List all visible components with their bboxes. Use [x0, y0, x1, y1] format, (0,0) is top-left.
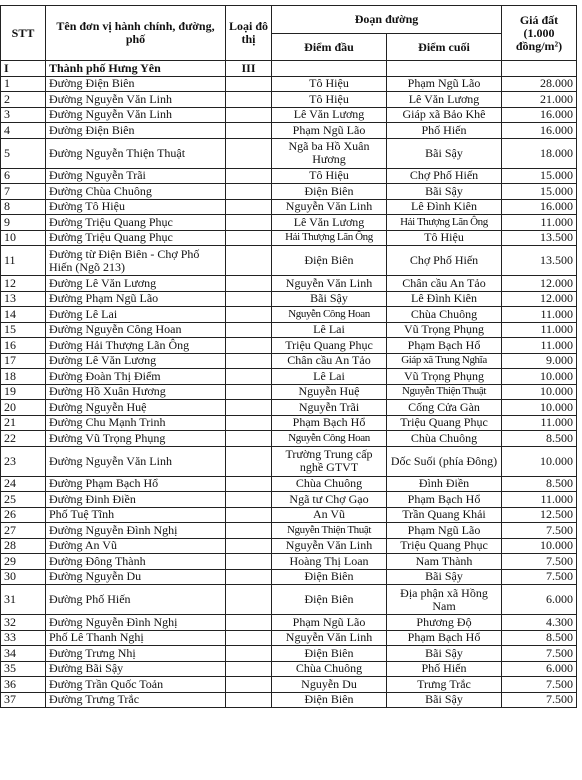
row-price: 10.000 [502, 369, 577, 385]
row-start: Tô Hiệu [272, 92, 387, 108]
row-name: Đường Nguyễn Trãi [46, 168, 226, 184]
row-price: 6.000 [502, 585, 577, 615]
row-end: Phố Hiến [387, 661, 502, 677]
row-stt: 37 [1, 692, 46, 708]
row-urban-type [226, 168, 272, 184]
row-name: Đường Trưng Trắc [46, 692, 226, 708]
row-price: 8.500 [502, 431, 577, 447]
row-urban-type [226, 692, 272, 708]
row-end: Lê Đình Kiên [387, 199, 502, 215]
row-price: 18.000 [502, 138, 577, 168]
row-price: 21.000 [502, 92, 577, 108]
row-end: Vũ Trọng Phụng [387, 369, 502, 385]
row-name: Đường Nguyễn Văn Linh [46, 107, 226, 123]
section-start [272, 61, 387, 77]
land-price-table [0, 5, 577, 708]
row-start: Bãi Sậy [272, 291, 387, 307]
section-name: Thành phố Hưng Yên [46, 61, 226, 77]
row-price: 13.500 [502, 246, 577, 276]
row-urban-type [226, 415, 272, 431]
row-price: 15.000 [502, 184, 577, 200]
row-urban-type [226, 646, 272, 662]
row-stt: 7 [1, 184, 46, 200]
row-stt: 18 [1, 369, 46, 385]
header-start: Điểm đầu [272, 34, 387, 61]
row-stt: 36 [1, 677, 46, 693]
table-row [1, 476, 577, 492]
row-name: Đường Vũ Trọng Phụng [46, 431, 226, 447]
row-end: Triệu Quang Phục [387, 538, 502, 554]
table-row [1, 646, 577, 662]
row-price: 6.000 [502, 661, 577, 677]
row-stt: 9 [1, 215, 46, 231]
row-name: Đường Chùa Chuông [46, 184, 226, 200]
row-name: Đường Nguyễn Thiện Thuật [46, 138, 226, 168]
row-stt: 19 [1, 384, 46, 400]
row-price: 16.000 [502, 107, 577, 123]
row-end: Lê Đình Kiên [387, 291, 502, 307]
table-row [1, 369, 577, 385]
row-end: Bãi Sậy [387, 646, 502, 662]
row-urban-type [226, 107, 272, 123]
row-start: Nguyễn Văn Linh [272, 276, 387, 292]
row-stt: 22 [1, 431, 46, 447]
row-end: Giáp xã Bảo Khê [387, 107, 502, 123]
row-urban-type [226, 446, 272, 476]
row-stt: 35 [1, 661, 46, 677]
row-stt: 13 [1, 291, 46, 307]
row-price: 7.500 [502, 677, 577, 693]
row-end: Cống Cửa Gàn [387, 400, 502, 416]
table-row [1, 168, 577, 184]
row-start: Điện Biên [272, 646, 387, 662]
row-end: Trần Quang Khải [387, 507, 502, 523]
row-end: Giáp xã Trung Nghĩa [387, 353, 502, 369]
row-name: Đường Nguyễn Văn Linh [46, 446, 226, 476]
row-stt: 26 [1, 507, 46, 523]
table-row [1, 554, 577, 570]
row-name: Đường Phố Hiến [46, 585, 226, 615]
row-name: Đường Nguyễn Văn Linh [46, 92, 226, 108]
row-urban-type [226, 353, 272, 369]
row-price: 10.000 [502, 538, 577, 554]
row-stt: 30 [1, 569, 46, 585]
row-price: 10.000 [502, 384, 577, 400]
row-price: 7.500 [502, 646, 577, 662]
row-end: Nam Thành [387, 554, 502, 570]
table-body [1, 61, 577, 708]
table-row [1, 492, 577, 508]
row-start: Tô Hiệu [272, 76, 387, 92]
row-end: Phố Hiến [387, 123, 502, 139]
row-start: Nguyễn Công Hoan [272, 431, 387, 447]
row-start: Lê Văn Lương [272, 215, 387, 231]
table-row [1, 123, 577, 139]
row-price: 10.000 [502, 400, 577, 416]
row-start: Hoàng Thị Loan [272, 554, 387, 570]
row-end: Phạm Ngũ Lão [387, 76, 502, 92]
row-end: Phạm Bạch Hổ [387, 492, 502, 508]
row-name: Đường Điện Biên [46, 123, 226, 139]
table-row [1, 585, 577, 615]
table-row [1, 184, 577, 200]
row-name: Đường Triệu Quang Phục [46, 215, 226, 231]
row-start: Lê Văn Lương [272, 107, 387, 123]
table-row [1, 215, 577, 231]
row-name: Đường Tô Hiệu [46, 199, 226, 215]
row-end: Triệu Quang Phục [387, 415, 502, 431]
row-price: 12.000 [502, 276, 577, 292]
row-price: 13.500 [502, 230, 577, 246]
row-stt: 25 [1, 492, 46, 508]
row-name: Đường Phạm Ngũ Lão [46, 291, 226, 307]
row-end: Phương Độ [387, 615, 502, 631]
row-stt: 6 [1, 168, 46, 184]
row-end: Chân cầu An Tảo [387, 276, 502, 292]
row-start: Nguyễn Công Hoan [272, 307, 387, 323]
row-end: Chùa Chuông [387, 431, 502, 447]
header-price: Giá đất (1.000 đồng/m²) [502, 6, 577, 61]
row-urban-type [226, 322, 272, 338]
row-urban-type [226, 123, 272, 139]
row-price: 11.000 [502, 322, 577, 338]
row-end: Hải Thượng Lãn Ông [387, 215, 502, 231]
row-end: Chợ Phố Hiến [387, 168, 502, 184]
row-urban-type [226, 230, 272, 246]
table-row [1, 630, 577, 646]
row-price: 11.000 [502, 307, 577, 323]
row-end: Phạm Bạch Hổ [387, 338, 502, 354]
row-name: Đường Lê Lai [46, 307, 226, 323]
row-start: Điện Biên [272, 184, 387, 200]
row-start: Tô Hiệu [272, 168, 387, 184]
row-start: Chùa Chuông [272, 661, 387, 677]
row-end: Địa phận xã Hồng Nam [387, 585, 502, 615]
row-urban-type [226, 585, 272, 615]
table-header [1, 6, 577, 61]
row-stt: 21 [1, 415, 46, 431]
row-name: Đường Lê Văn Lương [46, 276, 226, 292]
row-start: Lê Lai [272, 322, 387, 338]
row-name: Đường Trần Quốc Toản [46, 677, 226, 693]
row-end: Chùa Chuông [387, 307, 502, 323]
table-row [1, 230, 577, 246]
table-row [1, 76, 577, 92]
section-row [1, 61, 577, 77]
row-name: Đường từ Điện Biên - Chợ Phố Hiến (Ngõ 213) [46, 246, 226, 276]
row-urban-type [226, 215, 272, 231]
row-urban-type [226, 507, 272, 523]
row-start: Điện Biên [272, 585, 387, 615]
row-end: Đình Điền [387, 476, 502, 492]
row-start: Phạm Ngũ Lão [272, 615, 387, 631]
row-start: Phạm Bạch Hổ [272, 415, 387, 431]
row-urban-type [226, 369, 272, 385]
row-name: Phố Tuệ Tĩnh [46, 507, 226, 523]
row-end: Tô Hiệu [387, 230, 502, 246]
table-row [1, 322, 577, 338]
row-end: Chợ Phố Hiến [387, 246, 502, 276]
table-row [1, 415, 577, 431]
row-start: Triệu Quang Phục [272, 338, 387, 354]
row-name: Đường Đinh Điền [46, 492, 226, 508]
row-start: Nguyễn Văn Linh [272, 630, 387, 646]
row-price: 8.500 [502, 476, 577, 492]
row-name: Đường Lê Văn Lương [46, 353, 226, 369]
row-urban-type [226, 76, 272, 92]
row-stt: 34 [1, 646, 46, 662]
row-stt: 12 [1, 276, 46, 292]
row-urban-type [226, 384, 272, 400]
section-stt: I [1, 61, 46, 77]
header-urban-type: Loại đô thị [226, 6, 272, 61]
row-name: Đường Nguyễn Huệ [46, 400, 226, 416]
row-stt: 24 [1, 476, 46, 492]
section-price [502, 61, 577, 77]
row-stt: 28 [1, 538, 46, 554]
row-urban-type [226, 400, 272, 416]
row-start: Nguyễn Văn Linh [272, 538, 387, 554]
row-price: 8.500 [502, 630, 577, 646]
row-price: 4.300 [502, 615, 577, 631]
row-end: Nguyễn Thiện Thuật [387, 384, 502, 400]
table-row [1, 384, 577, 400]
row-urban-type [226, 615, 272, 631]
row-price: 11.000 [502, 215, 577, 231]
table-row [1, 692, 577, 708]
row-urban-type [226, 184, 272, 200]
row-end: Trưng Trắc [387, 677, 502, 693]
row-end: Bãi Sậy [387, 569, 502, 585]
header-segment: Đoạn đường [272, 6, 502, 34]
table-row [1, 338, 577, 354]
row-urban-type [226, 199, 272, 215]
row-price: 11.000 [502, 415, 577, 431]
row-name: Phố Lê Thanh Nghị [46, 630, 226, 646]
table-row [1, 291, 577, 307]
row-price: 11.000 [502, 492, 577, 508]
row-start: Nguyễn Huệ [272, 384, 387, 400]
row-end: Dốc Suối (phía Đông) [387, 446, 502, 476]
row-stt: 4 [1, 123, 46, 139]
row-start: Nguyễn Du [272, 677, 387, 693]
row-urban-type [226, 476, 272, 492]
table-row [1, 677, 577, 693]
row-stt: 5 [1, 138, 46, 168]
table-row [1, 431, 577, 447]
row-start: Nguyễn Văn Linh [272, 199, 387, 215]
table-row [1, 276, 577, 292]
row-name: Đường Hồ Xuân Hương [46, 384, 226, 400]
row-stt: 29 [1, 554, 46, 570]
section-type: III [226, 61, 272, 77]
row-name: Đường Triệu Quang Phục [46, 230, 226, 246]
row-stt: 31 [1, 585, 46, 615]
table-row [1, 661, 577, 677]
row-urban-type [226, 431, 272, 447]
row-start: Trường Trung cấp nghề GTVT [272, 446, 387, 476]
row-urban-type [226, 92, 272, 108]
row-name: Đường Trưng Nhị [46, 646, 226, 662]
row-end: Phạm Bạch Hổ [387, 630, 502, 646]
row-urban-type [226, 569, 272, 585]
row-start: Lê Lai [272, 369, 387, 385]
row-start: Phạm Ngũ Lão [272, 123, 387, 139]
row-name: Đường Chu Mạnh Trinh [46, 415, 226, 431]
row-stt: 1 [1, 76, 46, 92]
row-price: 7.500 [502, 523, 577, 539]
row-stt: 33 [1, 630, 46, 646]
row-stt: 8 [1, 199, 46, 215]
row-stt: 23 [1, 446, 46, 476]
row-urban-type [226, 338, 272, 354]
row-stt: 11 [1, 246, 46, 276]
row-start: Ngã ba Hồ Xuân Hương [272, 138, 387, 168]
row-price: 7.500 [502, 554, 577, 570]
table-row [1, 507, 577, 523]
row-name: Đường Bãi Sậy [46, 661, 226, 677]
table-row [1, 538, 577, 554]
header-unit-name: Tên đơn vị hành chính, đường, phố [46, 6, 226, 61]
row-end: Phạm Ngũ Lão [387, 523, 502, 539]
row-name: Đường Đoàn Thị Điểm [46, 369, 226, 385]
row-start: Điện Biên [272, 246, 387, 276]
row-price: 28.000 [502, 76, 577, 92]
row-urban-type [226, 276, 272, 292]
row-urban-type [226, 291, 272, 307]
row-stt: 27 [1, 523, 46, 539]
row-price: 12.000 [502, 291, 577, 307]
row-start: Ngã tư Chợ Gạo [272, 492, 387, 508]
header-stt: STT [1, 6, 46, 61]
table-row [1, 569, 577, 585]
row-end: Vũ Trọng Phụng [387, 322, 502, 338]
row-start: Hải Thượng Lãn Ông [272, 230, 387, 246]
row-urban-type [226, 492, 272, 508]
row-stt: 10 [1, 230, 46, 246]
row-name: Đường Hải Thượng Lãn Ông [46, 338, 226, 354]
row-urban-type [226, 523, 272, 539]
row-name: Đường Nguyễn Du [46, 569, 226, 585]
row-start: Điện Biên [272, 692, 387, 708]
row-start: An Vũ [272, 507, 387, 523]
row-start: Nguyễn Trãi [272, 400, 387, 416]
row-start: Nguyễn Thiện Thuật [272, 523, 387, 539]
row-price: 15.000 [502, 168, 577, 184]
table-row [1, 400, 577, 416]
row-start: Chân cầu An Tảo [272, 353, 387, 369]
table-row [1, 92, 577, 108]
row-end: Bãi Sậy [387, 138, 502, 168]
table-row [1, 615, 577, 631]
row-stt: 32 [1, 615, 46, 631]
row-stt: 3 [1, 107, 46, 123]
row-stt: 14 [1, 307, 46, 323]
row-price: 10.000 [502, 446, 577, 476]
table-row [1, 199, 577, 215]
table-row [1, 138, 577, 168]
row-name: Đường An Vũ [46, 538, 226, 554]
row-price: 11.000 [502, 338, 577, 354]
row-urban-type [226, 630, 272, 646]
row-end: Lê Văn Lương [387, 92, 502, 108]
table-row [1, 307, 577, 323]
row-price: 7.500 [502, 569, 577, 585]
row-end: Bãi Sậy [387, 184, 502, 200]
row-stt: 20 [1, 400, 46, 416]
table-row [1, 353, 577, 369]
row-price: 16.000 [502, 123, 577, 139]
row-name: Đường Nguyễn Công Hoan [46, 322, 226, 338]
row-price: 16.000 [502, 199, 577, 215]
row-price: 9.000 [502, 353, 577, 369]
section-end [387, 61, 502, 77]
row-urban-type [226, 677, 272, 693]
header-end: Điểm cuối [387, 34, 502, 61]
row-urban-type [226, 246, 272, 276]
row-end: Bãi Sậy [387, 692, 502, 708]
row-start: Điện Biên [272, 569, 387, 585]
row-stt: 16 [1, 338, 46, 354]
row-name: Đường Đông Thành [46, 554, 226, 570]
row-name: Đường Điện Biên [46, 76, 226, 92]
row-price: 12.500 [502, 507, 577, 523]
row-stt: 2 [1, 92, 46, 108]
row-name: Đường Nguyễn Đình Nghị [46, 523, 226, 539]
table-row [1, 523, 577, 539]
row-name: Đường Phạm Bạch Hổ [46, 476, 226, 492]
table-row [1, 246, 577, 276]
row-name: Đường Nguyễn Đình Nghị [46, 615, 226, 631]
row-urban-type [226, 538, 272, 554]
table-row [1, 446, 577, 476]
row-urban-type [226, 661, 272, 677]
row-stt: 15 [1, 322, 46, 338]
row-urban-type [226, 138, 272, 168]
row-start: Chùa Chuông [272, 476, 387, 492]
row-stt: 17 [1, 353, 46, 369]
table-row [1, 107, 577, 123]
row-urban-type [226, 554, 272, 570]
row-urban-type [226, 307, 272, 323]
row-price: 7.500 [502, 692, 577, 708]
